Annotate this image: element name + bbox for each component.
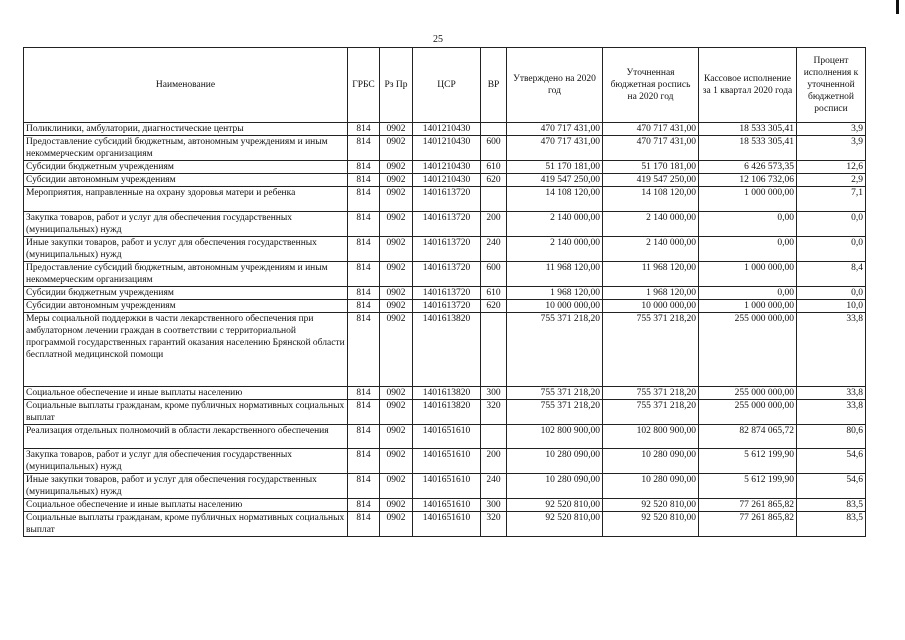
table-cell-cash: 77 261 865,82 (699, 499, 797, 512)
table-row (24, 300, 866, 313)
table-cell-name: Иные закупки товаров, работ и услуг для обеспечения государственных (муниципальных) нужд (24, 237, 348, 262)
table-cell-refined: 755 371 218,20 (603, 400, 699, 425)
table-cell-cash: 18 533 305,41 (699, 123, 797, 136)
table-cell-vr: 620 (481, 300, 507, 313)
table-cell-vr: 200 (481, 212, 507, 237)
table-cell-approved: 755 371 218,20 (507, 313, 603, 387)
col-header-grbs: ГРБС (348, 48, 380, 123)
budget-table (23, 47, 866, 537)
table-cell-rzpr: 0902 (380, 136, 413, 161)
table-cell-approved: 755 371 218,20 (507, 400, 603, 425)
table-cell-rzpr: 0902 (380, 400, 413, 425)
table-cell-approved: 2 140 000,00 (507, 237, 603, 262)
table-cell-rzpr: 0902 (380, 300, 413, 313)
col-header-name: Наименование (24, 48, 348, 123)
table-cell-grbs: 814 (348, 449, 380, 474)
table-cell-rzpr: 0902 (380, 499, 413, 512)
table-cell-cash: 255 000 000,00 (699, 400, 797, 425)
table-cell-refined: 92 520 810,00 (603, 512, 699, 537)
table-cell-csr: 1401613720 (413, 212, 481, 237)
table-cell-rzpr: 0902 (380, 237, 413, 262)
table-cell-name: Субсидии автономным учреждениям (24, 174, 348, 187)
table-cell-percent: 33,8 (797, 313, 866, 387)
table-row (24, 400, 866, 425)
table-cell-cash: 5 612 199,90 (699, 449, 797, 474)
table-cell-csr: 1401613720 (413, 237, 481, 262)
table-cell-grbs: 814 (348, 313, 380, 387)
table-row (24, 449, 866, 474)
table-cell-rzpr: 0902 (380, 161, 413, 174)
table-cell-percent: 80,6 (797, 425, 866, 449)
table-cell-refined: 2 140 000,00 (603, 237, 699, 262)
table-cell-refined: 419 547 250,00 (603, 174, 699, 187)
table-cell-approved: 51 170 181,00 (507, 161, 603, 174)
table-row (24, 123, 866, 136)
table-cell-csr: 1401651610 (413, 512, 481, 537)
table-cell-name: Социальное обеспечение и иные выплаты населению (24, 387, 348, 400)
table-cell-csr: 1401613820 (413, 400, 481, 425)
col-header-rzpr: Рз Пр (380, 48, 413, 123)
table-row (24, 187, 866, 212)
table-cell-cash: 1 000 000,00 (699, 187, 797, 212)
table-cell-refined: 755 371 218,20 (603, 313, 699, 387)
table-cell-vr (481, 187, 507, 212)
table-cell-rzpr: 0902 (380, 123, 413, 136)
table-cell-name: Социальные выплаты гражданам, кроме публичных нормативных социальных выплат (24, 512, 348, 537)
table-cell-approved: 419 547 250,00 (507, 174, 603, 187)
table-cell-name: Субсидии бюджетным учреждениям (24, 161, 348, 174)
table-cell-refined: 51 170 181,00 (603, 161, 699, 174)
table-cell-csr: 1401613820 (413, 387, 481, 400)
table-cell-cash: 0,00 (699, 237, 797, 262)
scan-edge-mark (896, 0, 899, 14)
table-cell-grbs: 814 (348, 237, 380, 262)
table-cell-refined: 470 717 431,00 (603, 136, 699, 161)
table-cell-percent: 54,6 (797, 474, 866, 499)
table-cell-name: Закупка товаров, работ и услуг для обеспечения государственных (муниципальных) нужд (24, 449, 348, 474)
table-cell-cash: 18 533 305,41 (699, 136, 797, 161)
table-cell-cash: 1 000 000,00 (699, 300, 797, 313)
table-header-row (24, 48, 866, 123)
table-row (24, 512, 866, 537)
table-cell-refined: 14 108 120,00 (603, 187, 699, 212)
table-row (24, 161, 866, 174)
table-cell-rzpr: 0902 (380, 174, 413, 187)
table-cell-rzpr: 0902 (380, 287, 413, 300)
table-row (24, 425, 866, 449)
table-cell-vr: 300 (481, 499, 507, 512)
table-cell-grbs: 814 (348, 187, 380, 212)
table-cell-name: Субсидии автономным учреждениям (24, 300, 348, 313)
table-row (24, 212, 866, 237)
table-cell-grbs: 814 (348, 287, 380, 300)
table-cell-approved: 10 280 090,00 (507, 474, 603, 499)
table-cell-cash: 0,00 (699, 212, 797, 237)
table-row (24, 262, 866, 287)
table-cell-grbs: 814 (348, 512, 380, 537)
table-cell-approved: 2 140 000,00 (507, 212, 603, 237)
table-cell-name: Закупка товаров, работ и услуг для обеспечения государственных (муниципальных) нужд (24, 212, 348, 237)
table-cell-name: Предоставление субсидий бюджетным, автономным учреждениям и иным некоммерческим организациям (24, 136, 348, 161)
page-number: 25 (433, 34, 443, 45)
table-cell-csr: 1401613720 (413, 300, 481, 313)
table-cell-refined: 102 800 900,00 (603, 425, 699, 449)
table-cell-percent: 33,8 (797, 400, 866, 425)
table-cell-refined: 92 520 810,00 (603, 499, 699, 512)
table-cell-approved: 102 800 900,00 (507, 425, 603, 449)
table-cell-percent: 8,4 (797, 262, 866, 287)
table-cell-percent: 12,6 (797, 161, 866, 174)
table-cell-csr: 1401210430 (413, 161, 481, 174)
table-cell-approved: 92 520 810,00 (507, 499, 603, 512)
table-cell-percent: 2,9 (797, 174, 866, 187)
table-cell-vr: 320 (481, 512, 507, 537)
table-cell-cash: 5 612 199,90 (699, 474, 797, 499)
table-cell-name: Социальное обеспечение и иные выплаты населению (24, 499, 348, 512)
col-header-vr: ВР (481, 48, 507, 123)
table-cell-percent: 0,0 (797, 287, 866, 300)
table-cell-vr: 300 (481, 387, 507, 400)
table-cell-vr (481, 425, 507, 449)
table-cell-cash: 255 000 000,00 (699, 313, 797, 387)
table-cell-grbs: 814 (348, 123, 380, 136)
table-cell-grbs: 814 (348, 499, 380, 512)
table-cell-rzpr: 0902 (380, 449, 413, 474)
table-cell-vr: 320 (481, 400, 507, 425)
table-cell-cash: 82 874 065,72 (699, 425, 797, 449)
table-cell-vr: 200 (481, 449, 507, 474)
table-cell-rzpr: 0902 (380, 474, 413, 499)
table-cell-rzpr: 0902 (380, 313, 413, 387)
table-cell-approved: 10 280 090,00 (507, 449, 603, 474)
table-cell-csr: 1401613720 (413, 262, 481, 287)
table-cell-percent: 7,1 (797, 187, 866, 212)
table-cell-approved: 470 717 431,00 (507, 123, 603, 136)
col-header-approved: Утверждено на 2020 год (507, 48, 603, 123)
table-cell-cash: 12 106 732,06 (699, 174, 797, 187)
table-cell-percent: 83,5 (797, 499, 866, 512)
table-cell-name: Иные закупки товаров, работ и услуг для обеспечения государственных (муниципальных) нужд (24, 474, 348, 499)
table-cell-cash: 6 426 573,35 (699, 161, 797, 174)
table-cell-vr: 240 (481, 474, 507, 499)
table-cell-csr: 1401210430 (413, 136, 481, 161)
table-cell-vr (481, 123, 507, 136)
table-cell-percent: 0,0 (797, 212, 866, 237)
table-row (24, 387, 866, 400)
table-cell-csr: 1401651610 (413, 499, 481, 512)
table-cell-vr: 610 (481, 161, 507, 174)
table-cell-refined: 755 371 218,20 (603, 387, 699, 400)
col-header-percent: Процент исполнения к уточненной бюджетной росписи (797, 48, 866, 123)
table-cell-csr: 1401613820 (413, 313, 481, 387)
table-cell-rzpr: 0902 (380, 187, 413, 212)
table-cell-grbs: 814 (348, 400, 380, 425)
table-cell-approved: 92 520 810,00 (507, 512, 603, 537)
table-cell-cash: 0,00 (699, 287, 797, 300)
table-cell-rzpr: 0902 (380, 425, 413, 449)
table-cell-refined: 2 140 000,00 (603, 212, 699, 237)
table-cell-name: Предоставление субсидий бюджетным, автономным учреждениям и иным некоммерческим организациям (24, 262, 348, 287)
table-cell-grbs: 814 (348, 136, 380, 161)
table-cell-percent: 83,5 (797, 512, 866, 537)
table-cell-percent: 3,9 (797, 136, 866, 161)
table-cell-grbs: 814 (348, 474, 380, 499)
table-cell-csr: 1401613720 (413, 187, 481, 212)
table-cell-refined: 10 280 090,00 (603, 474, 699, 499)
table-cell-refined: 11 968 120,00 (603, 262, 699, 287)
table-cell-grbs: 814 (348, 212, 380, 237)
table-body (24, 123, 866, 537)
table-row (24, 474, 866, 499)
table-cell-vr: 610 (481, 287, 507, 300)
table-cell-percent: 3,9 (797, 123, 866, 136)
table-cell-rzpr: 0902 (380, 387, 413, 400)
table-cell-cash: 255 000 000,00 (699, 387, 797, 400)
table-cell-percent: 54,6 (797, 449, 866, 474)
table-cell-name: Реализация отдельных полномочий в области лекарственного обеспечения (24, 425, 348, 449)
table-cell-percent: 10,0 (797, 300, 866, 313)
col-header-csr: ЦСР (413, 48, 481, 123)
table-cell-csr: 1401651610 (413, 474, 481, 499)
table-cell-csr: 1401210430 (413, 174, 481, 187)
table-cell-vr: 240 (481, 237, 507, 262)
table-cell-name: Социальные выплаты гражданам, кроме публичных нормативных социальных выплат (24, 400, 348, 425)
table-cell-name: Поликлиники, амбулатории, диагностические центры (24, 123, 348, 136)
table-row (24, 237, 866, 262)
table-cell-name: Субсидии бюджетным учреждениям (24, 287, 348, 300)
table-cell-rzpr: 0902 (380, 212, 413, 237)
table-cell-grbs: 814 (348, 161, 380, 174)
table-cell-rzpr: 0902 (380, 262, 413, 287)
table-cell-grbs: 814 (348, 387, 380, 400)
table-cell-csr: 1401210430 (413, 123, 481, 136)
table-cell-name: Мероприятия, направленные на охрану здоровья матери и ребенка (24, 187, 348, 212)
table-cell-grbs: 814 (348, 262, 380, 287)
table-cell-refined: 1 968 120,00 (603, 287, 699, 300)
table-row (24, 174, 866, 187)
table-cell-approved: 10 000 000,00 (507, 300, 603, 313)
table-cell-approved: 11 968 120,00 (507, 262, 603, 287)
table-cell-vr: 600 (481, 136, 507, 161)
table-cell-vr (481, 313, 507, 387)
table-cell-grbs: 814 (348, 174, 380, 187)
table-cell-cash: 77 261 865,82 (699, 512, 797, 537)
table-row (24, 313, 866, 387)
table-row (24, 499, 866, 512)
table-cell-approved: 1 968 120,00 (507, 287, 603, 300)
table-cell-csr: 1401651610 (413, 449, 481, 474)
table-cell-approved: 755 371 218,20 (507, 387, 603, 400)
table-cell-cash: 1 000 000,00 (699, 262, 797, 287)
table-cell-approved: 14 108 120,00 (507, 187, 603, 212)
table-cell-name: Меры социальной поддержки в части лекарственного обеспечения при амбулаторном лечении граждан в соответствии с территориальной программой государственных гарантий оказания населению Брянской области бесплатной медицинской помощи (24, 313, 348, 387)
table-cell-refined: 10 280 090,00 (603, 449, 699, 474)
table-cell-csr: 1401651610 (413, 425, 481, 449)
table-cell-refined: 10 000 000,00 (603, 300, 699, 313)
table-cell-percent: 0,0 (797, 237, 866, 262)
table-cell-vr: 620 (481, 174, 507, 187)
table-cell-csr: 1401613720 (413, 287, 481, 300)
table-cell-vr: 600 (481, 262, 507, 287)
col-header-cash: Кассовое исполнение за 1 квартал 2020 года (699, 48, 797, 123)
table-row (24, 287, 866, 300)
table-cell-grbs: 814 (348, 300, 380, 313)
table-cell-approved: 470 717 431,00 (507, 136, 603, 161)
table-row (24, 136, 866, 161)
table-cell-refined: 470 717 431,00 (603, 123, 699, 136)
col-header-refined: Уточненная бюджетная роспись на 2020 год (603, 48, 699, 123)
table-cell-percent: 33,8 (797, 387, 866, 400)
table-cell-rzpr: 0902 (380, 512, 413, 537)
table-cell-grbs: 814 (348, 425, 380, 449)
